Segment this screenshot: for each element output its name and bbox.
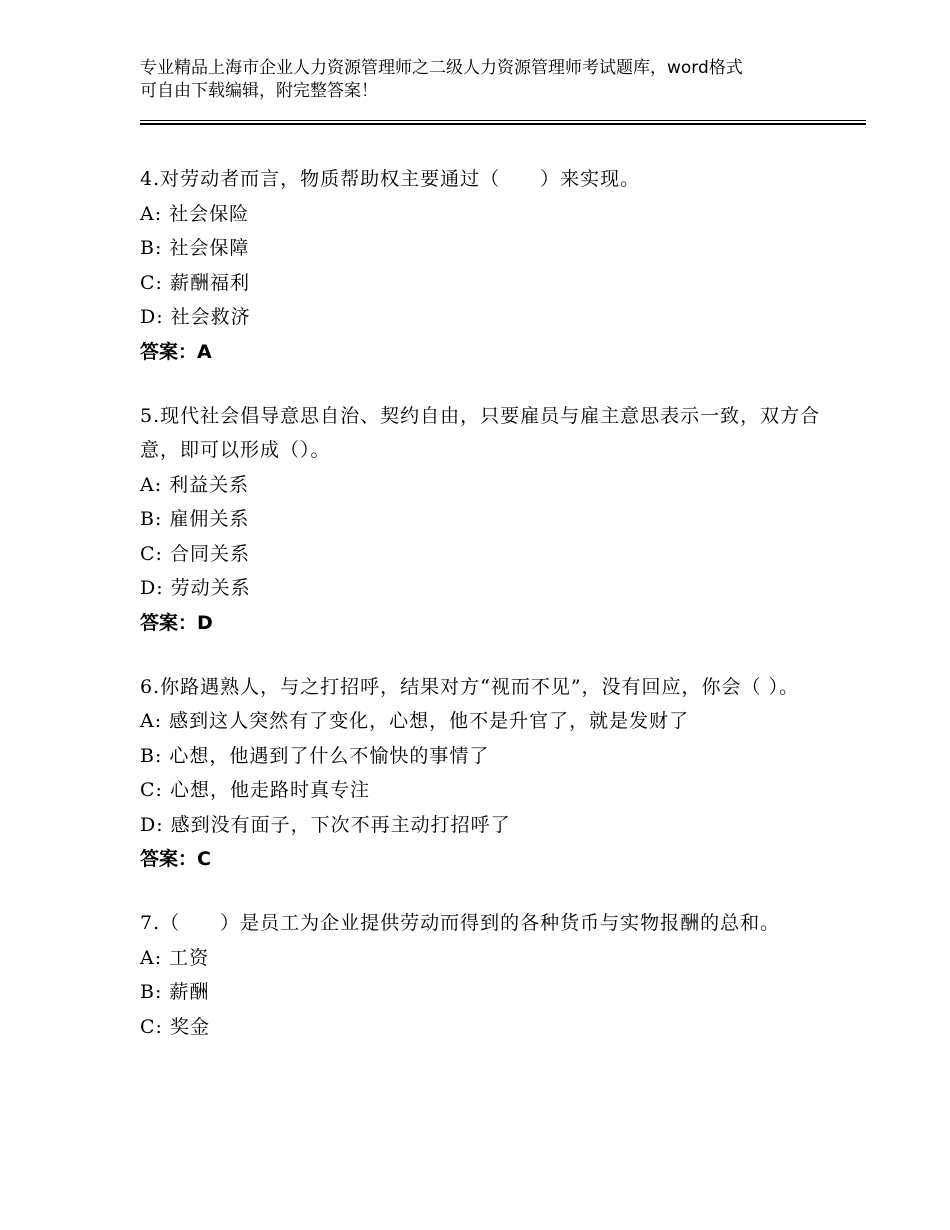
option-a: A: 工资	[140, 946, 210, 969]
option-b: B: 社会保障	[140, 237, 250, 259]
question-7	[140, 906, 830, 1044]
option-a: A: 利益关系	[140, 473, 250, 496]
header-line-1: 专业精品上海市企业人力资源管理师之二级人力资源管理师考试题库，word格式	[140, 58, 743, 78]
option-c: C: 心想，他走路时真专注	[140, 779, 370, 801]
header-line-2: 可自由下载编辑，附完整答案！	[140, 81, 378, 101]
question-stem: 6.你路遇熟人，与之打招呼，结果对方“视而不见”，没有回应，你会（ ）。	[140, 675, 800, 698]
option-b: B: 心想，他遇到了什么不愉快的事情了	[140, 744, 490, 767]
question-stem: 7.（ ）是员工为企业提供劳动而得到的各种货币与实物报酬的总和。	[140, 912, 781, 934]
answer-line: 答案：C	[140, 848, 211, 870]
option-a: A: 感到这人突然有了变化，心想，他不是升官了，就是发财了	[140, 710, 690, 732]
question-5	[140, 399, 830, 640]
answer-line: 答案：D	[140, 611, 213, 634]
option-d: D: 社会救济	[140, 306, 251, 328]
document-header	[140, 57, 830, 103]
option-b: B: 薪酬	[140, 981, 210, 1003]
option-c: C: 奖金	[140, 1015, 210, 1038]
question-6	[140, 670, 830, 877]
question-4	[140, 162, 830, 369]
option-d: D: 感到没有面子，下次不再主动打招呼了	[140, 813, 511, 836]
question-stem: 4.对劳动者而言，物质帮助权主要通过（ ）来实现。	[140, 168, 641, 190]
answer-line: 答案：A	[140, 340, 212, 363]
option-d: D: 劳动关系	[140, 577, 251, 599]
option-a: A: 社会保险	[140, 202, 250, 225]
option-c: C: 合同关系	[140, 542, 250, 565]
header-divider	[140, 120, 866, 125]
question-stem: 5.现代社会倡导意思自治、契约自由，只要雇员与雇主意思表示一致，双方合意，即可以形成（）。	[140, 404, 821, 461]
option-b: B: 雇佣关系	[140, 508, 250, 530]
question-list	[140, 162, 830, 1074]
option-c: C: 薪酬福利	[140, 271, 250, 294]
